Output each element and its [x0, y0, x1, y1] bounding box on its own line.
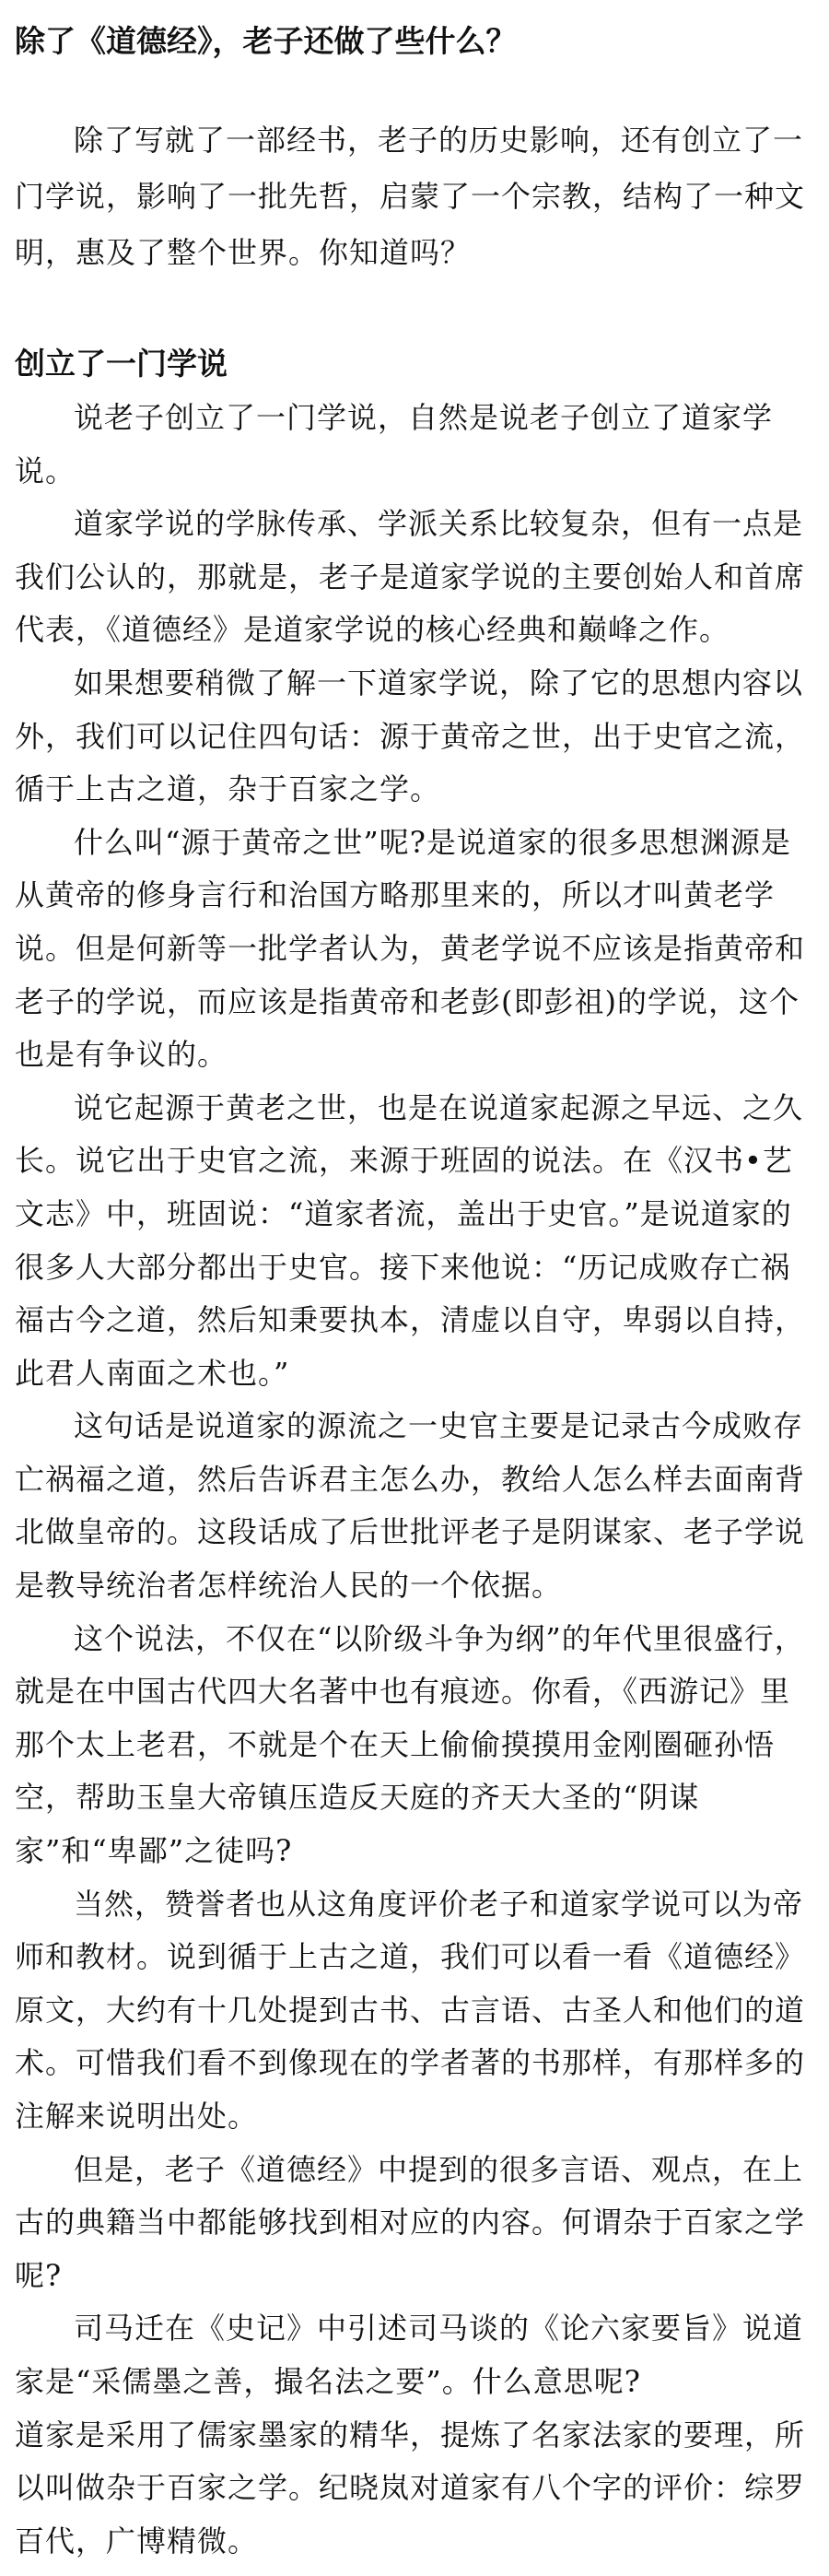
section-heading: 创立了一门学说 [15, 346, 228, 382]
body-paragraph: 如果想要稍微了解一下道家学说，除了它的思想内容以外，我们可以记住四句话：源于黄帝之世，出于史官之流，循于上古之道，杂于百家之学。 [15, 665, 806, 807]
title-spacer [15, 72, 814, 112]
body-paragraph: 这个说法，不仅在“以阶级斗争为纲”的年代里很盛行，就是在中国古代四大名著中也有痕迹。你看，《西游记》里那个太上老君，不就是个在天上偷偷摸摸用金刚圈砸孙悟空，帮助玉皇大帝镇压造反天庭的齐天大圣的“阴谋家”和“卑鄙”之徒吗? [15, 1620, 805, 1869]
body-paragraph: 说老子创立了一门学说，自然是说老子创立了道家学说。 [15, 400, 774, 488]
article-title: 除了《道德经》，老子还做了些什么？ [15, 23, 517, 59]
body-paragraph: 这句话是说道家的源流之一史官主要是记录古今成败存亡祸福之道，然后告诉君主怎么办，教给人怎么样去面南背北做皇帝的。这段话成了后世批评老子是阴谋家、老子学说是教导统治者怎样统治人民的一个依据。 [15, 1408, 806, 1604]
body-paragraph: 当然，赞誉者也从这角度评价老子和道家学说可以为帝师和教材。说到循于上古之道，我们可以看一看《道德经》原文，大约有十几处提到古书、古言语、古圣人和他们的道术。可惜我们看不到像现在的学者著的书那样，有那样多的注解来说明出处。 [15, 1886, 806, 2134]
intro-paragraph: 除了写就了一部经书，老子的历史影响，还有创立了一门学说，影响了一批先哲，启蒙了一个宗教，结构了一种文明，惠及了整个世界。你知道吗？ [15, 123, 806, 270]
body-paragraph: 道家是采用了儒家墨家的精华，提炼了名家法家的要理，所以叫做杂于百家之学。纪晓岚对道家有八个字的评价：综罗百代，广博精微。 [15, 2417, 806, 2558]
body-paragraph: 什么叫“源于黄帝之世”呢?是说道家的很多思想渊源是从黄帝的修身言行和治国方略那里来的，所以才叫黄老学说。但是何新等一批学者认为，黄老学说不应该是指黄帝和老子的学说，而应该是指黄帝和老彭(即彭祖)的学说，这个也是有争议的。 [15, 824, 806, 1073]
body-paragraph: 但是，老子《道德经》中提到的很多言语、观点，在上古的典籍当中都能够找到相对应的内容。何谓杂于百家之学呢? [15, 2151, 806, 2293]
section-spacer [15, 281, 814, 336]
body-paragraph: 道家学说的学脉传承、学派关系比较复杂，但有一点是我们公认的，那就是，老子是道家学说的主要创始人和首席代表，《道德经》是道家学说的核心经典和巅峰之作。 [15, 506, 806, 648]
body-paragraph: 司马迁在《史记》中引述司马谈的《论六家要旨》说道家是“采儒墨之善，撮名法之要”。什么意思呢? [15, 2311, 804, 2399]
body-paragraph: 说它起源于黄老之世，也是在说道家起源之早远、之久长。说它出于史官之流，来源于班固的说法。在《汉书•艺文志》中，班固说：“道家者流，盖出于史官。”是说道家的很多人大部分都出于史官。接下来他说：“历记成败存亡祸福古今之道，然后知秉要执本，清虚以自守，卑弱以自持，此君人南面之术也。” [15, 1089, 806, 1391]
